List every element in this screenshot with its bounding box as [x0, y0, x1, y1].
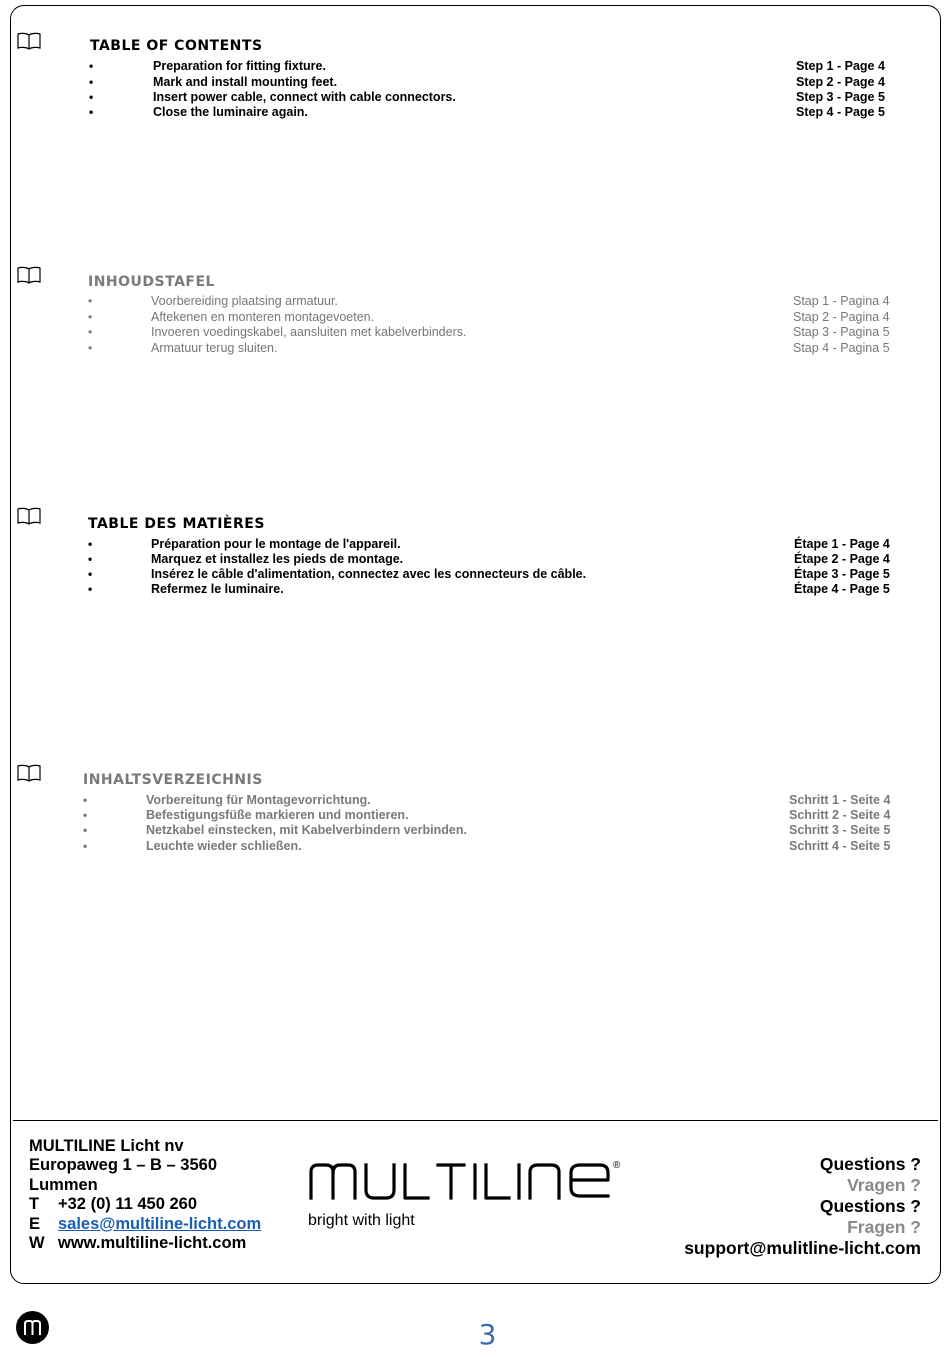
web-label: W: [29, 1234, 45, 1253]
questions-block: [684, 1154, 921, 1259]
bullet: •: [83, 839, 88, 853]
item-text: Aftekenen en monteren montagevoeten.: [151, 310, 375, 324]
item-text: Voorbereiding plaatsing armatuur.: [151, 294, 338, 308]
list-item: [0, 567, 950, 582]
footer-divider: [13, 1120, 938, 1121]
section-title: TABLE OF CONTENTS: [90, 38, 263, 54]
item-page: Stap 3 - Pagina 5: [793, 325, 890, 339]
bullet: •: [83, 808, 88, 822]
section-title: INHOUDSTAFEL: [88, 274, 215, 290]
item-page: Étape 2 - Page 4: [794, 552, 890, 566]
item-text: Mark and install mounting feet.: [153, 75, 338, 89]
footer-address: [29, 1137, 261, 1253]
item-page: Step 1 - Page 4: [796, 59, 885, 73]
page-number: 3: [478, 1318, 497, 1351]
page-frame: [10, 5, 941, 1284]
item-text: Invoeren voedingskabel, aansluiten met kabelverbinders.: [151, 325, 467, 339]
item-text: Préparation pour le montage de l'appareil.: [151, 537, 401, 551]
question-de: Fragen ?: [847, 1217, 921, 1237]
item-page: Stap 2 - Pagina 4: [793, 310, 890, 324]
list-item: [0, 59, 950, 74]
phone-line: [29, 1195, 261, 1214]
bullet: •: [89, 59, 94, 73]
bullet: •: [83, 793, 88, 807]
item-page: Étape 1 - Page 4: [794, 537, 890, 551]
item-text: Vorbereitung für Montagevorrichtung.: [146, 793, 371, 807]
list-item: [0, 310, 950, 325]
web-line: [29, 1234, 261, 1253]
list-item: [0, 294, 950, 309]
item-text: Close the luminaire again.: [153, 105, 308, 119]
bullet: •: [88, 325, 93, 339]
street-address: Europaweg 1 – B – 3560: [29, 1156, 218, 1175]
list-item: [0, 537, 950, 552]
list-item: [0, 823, 950, 838]
company-name: MULTILINE Licht nv: [29, 1137, 184, 1155]
item-page: Schritt 2 - Seite 4: [789, 808, 891, 822]
item-text: Refermez le luminaire.: [151, 582, 284, 596]
bullet: •: [88, 552, 93, 566]
item-page: Step 4 - Page 5: [796, 105, 885, 119]
bullet: •: [88, 582, 93, 596]
bullet: •: [88, 310, 93, 324]
list-item: [0, 90, 950, 105]
open-book-icon: [17, 32, 41, 50]
question-fr: Questions ?: [819, 1196, 921, 1216]
question-nl: Vragen ?: [847, 1175, 921, 1195]
list-item: [0, 341, 950, 356]
item-text: Insert power cable, connect with cable connectors.: [153, 90, 456, 104]
support-email[interactable]: support@mulitline-licht.com: [684, 1238, 921, 1258]
open-book-icon: [17, 764, 41, 782]
list-item: [0, 325, 950, 340]
item-page: Schritt 1 - Seite 4: [789, 793, 891, 807]
registered-mark: ®: [613, 1160, 621, 1171]
item-page: Étape 4 - Page 5: [794, 582, 890, 596]
item-text: Preparation for fitting fixture.: [153, 59, 326, 73]
item-text: Befestigungsfüße markieren und montieren.: [146, 808, 409, 822]
list-item: [0, 582, 950, 597]
list-item: [0, 552, 950, 567]
tagline: bright with light: [308, 1212, 415, 1229]
item-text: Marquez et installez les pieds de montage.: [151, 552, 404, 566]
list-item: [0, 808, 950, 823]
section-title: TABLE DES MATIÈRES: [88, 516, 265, 532]
item-page: Schritt 3 - Seite 5: [789, 823, 891, 837]
item-page: Stap 1 - Pagina 4: [793, 294, 890, 308]
item-text: Leuchte wieder schließen.: [146, 839, 302, 853]
bullet: •: [88, 294, 93, 308]
list-item: [0, 839, 950, 854]
item-page: Step 3 - Page 5: [796, 90, 885, 104]
bullet: •: [83, 823, 88, 837]
item-page: Step 2 - Page 4: [796, 75, 885, 89]
item-page: Étape 3 - Page 5: [794, 567, 890, 581]
bullet: •: [89, 75, 94, 89]
multiline-logo: [308, 1160, 628, 1204]
email-link[interactable]: sales@multiline-licht.com: [58, 1214, 262, 1233]
phone-label: T: [29, 1195, 40, 1214]
list-item: [0, 75, 950, 90]
city: Lummen: [29, 1175, 98, 1194]
open-book-icon: [17, 507, 41, 525]
section-title: INHALTSVERZEICHNIS: [83, 772, 263, 788]
bullet: •: [89, 105, 94, 119]
item-page: Schritt 4 - Seite 5: [789, 839, 891, 853]
list-item: [0, 105, 950, 120]
list-item: [0, 793, 950, 808]
email-label: E: [29, 1214, 41, 1233]
item-text: Netzkabel einstecken, mit Kabelverbindern verbinden.: [146, 823, 467, 837]
bullet: •: [89, 90, 94, 104]
item-text: Armatuur terug sluiten.: [151, 341, 278, 355]
phone-number: +32 (0) 11 450 260: [58, 1195, 197, 1214]
item-text: Insérez le câble d'alimentation, connectez avec les connecteurs de câble.: [151, 567, 587, 581]
question-en: Questions ?: [819, 1154, 921, 1174]
website: www.multiline-licht.com: [58, 1234, 247, 1253]
bullet: •: [88, 567, 93, 581]
item-page: Stap 4 - Pagina 5: [793, 341, 890, 355]
bullet: •: [88, 537, 93, 551]
bullet: •: [88, 341, 93, 355]
email-line: [29, 1215, 261, 1234]
open-book-icon: [17, 266, 41, 284]
